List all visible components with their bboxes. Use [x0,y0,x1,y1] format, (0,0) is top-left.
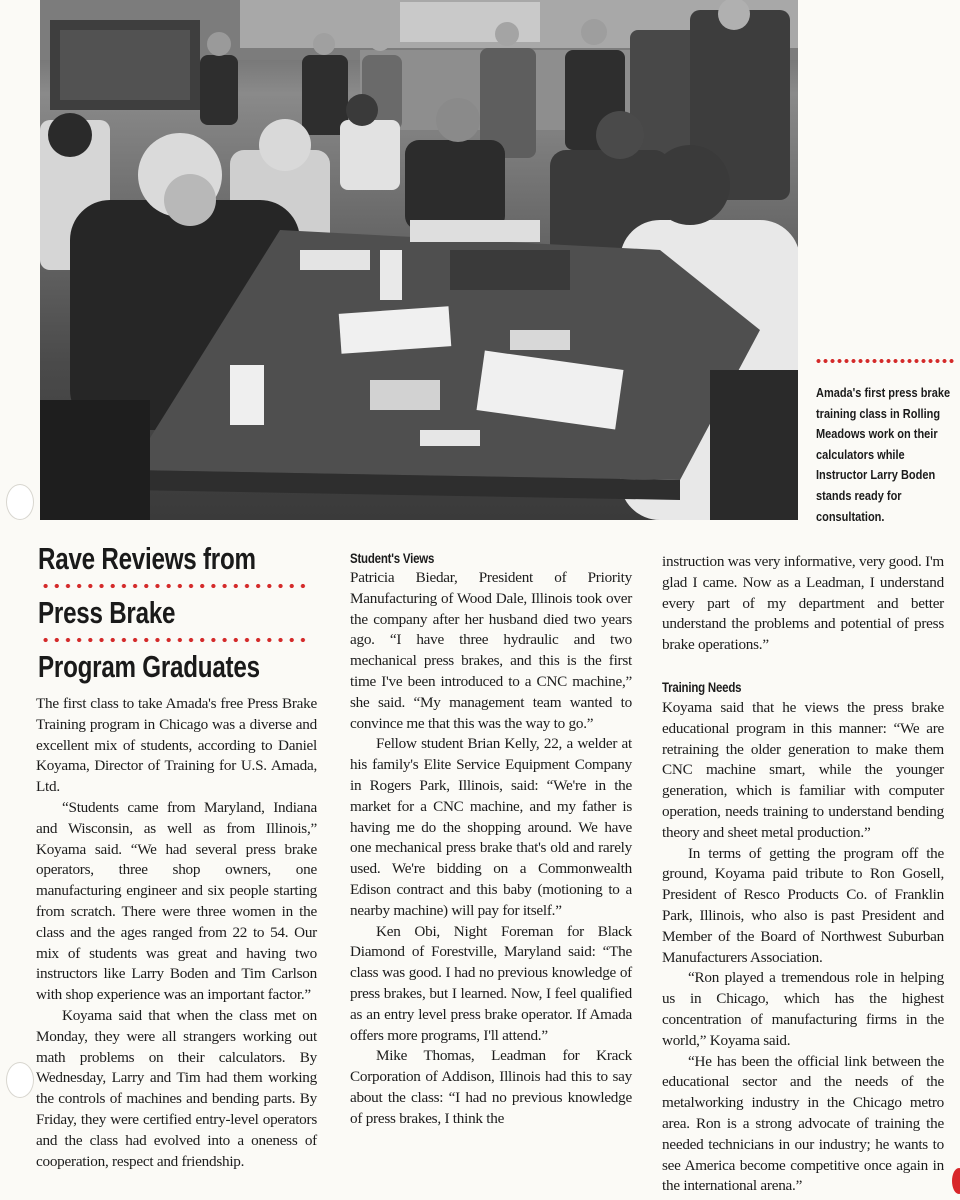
photo-caption: Amada's first press brake training class in Rolling Meadows work on their calculators while Instructor Larry Boden stands ready for consultation. [816,386,951,524]
article-column-2 [350,551,632,1130]
headline-line-2: Press Brake [38,595,176,630]
section-heading-students-views: Student's Views [350,551,435,566]
paragraph: “Students came from Maryland, Indiana and Wisconsin, as well as from Illinois,” Koyama said. “We had several press brake operators, three shop owners, one manufacturing engineer and six people starting from scratch. There were three women in the class and the ages ranged from 22 to 54. Our mix of students was great and having two instructors like Larry Boden and Tim Carlson with shop experience was an important factor.” [36,798,317,1004]
caption-dotted-rule [815,358,955,364]
headline-line-1: Rave Reviews from [38,541,256,576]
page-edge-red-mark [952,1168,960,1194]
training-class-photo [40,0,798,520]
paragraph: Fellow student Brian Kelly, 22, a welder at his family's Elite Service Equipment Company in Rogers Park, Illinois, said: “We're in the market for a CNC machine, and my father is having me do the shopping around. We have one mechanical press brake that's old and rarely used. We're bidding on a Commonwealth Edison contract and this baby (motioning to a nearby machine) will pay for itself.” [350,735,632,919]
article-headline [38,540,310,686]
photo-illustration [40,0,798,520]
paragraph: The first class to take Amada's free Press Brake Training program in Chicago was a diverse and excellent mix of students, according to Daniel Koyama, Director of Training for U.S. Amada, Ltd. [36,695,317,796]
article-column-1 [36,694,317,1172]
paragraph: “He has been the official link between the educational sector and the needs of the metalworking industry in the Chicago metro area. Ron is a strong advocate of training the needed technicians in our industry; he wants to see America become competitive once again in the international arena.” [662,1052,944,1195]
paragraph: instruction was very informative, very good. I'm glad I came. Now as a Leadman, I understand every part of my department and better understand the problems and potential of press brake operations.” [662,553,944,654]
paragraph: “Ron played a tremendous role in helping us in Chicago, which has the highest concentration of manufacturing firms in the world,” Koyama said. [662,969,944,1049]
paragraph: Koyama said that he views the press brake educational program in this manner: “We are retraining the older generation to make them CNC machine smart, while the younger generation, which is familiar with computer operation, needs training to understand bending theory and sheet metal production.” [662,698,944,841]
paragraph: Ken Obi, Night Foreman for Black Diamond of Forestville, Maryland said: “The class was good. I had no previous knowledge of press brakes, but I learned. Now, I feel qualified as an entry level press brake operator. If Amada offers more programs, I'll attend.” [350,922,632,1044]
headline-dotted-rule [40,581,308,591]
binder-hole [6,1062,34,1098]
section-heading-training-needs: Training Needs [662,679,742,695]
paragraph: Koyama said that when the class met on Monday, they were all strangers working out math problems on their calculators. By Wednesday, Larry and Tim had them working the controls of machines and bending parts. By Friday, they were certified entry-level operators and the class had evolved into a oneness of cooperation, respect and friendship. [36,1006,317,1170]
paragraph: In terms of getting the program off the ground, Koyama paid tribute to Ron Gosell, President of Resco Products Co. of Franklin Park, Illinois, who also is past President and Member of the Board of Northwest Suburban Manufacturers Association. [662,844,944,966]
paragraph: Patricia Biedar, President of Priority Manufacturing of Wood Dale, Illinois took over the company after her husband died two years ago. “I have three hydraulic and two mechanical press brakes, and this is the first time I've been introduced to a CNC machine,” she said. “My management team wanted to convince me that this was the way to go.” [350,569,632,732]
paragraph: Mike Thomas, Leadman for Krack Corporation of Addison, Illinois had this to say about the class: “I had no previous knowledge of press brakes, I think the [350,1047,632,1127]
headline-line-3: Program Graduates [38,649,260,684]
headline-dotted-rule [40,635,308,645]
binder-hole [6,484,34,520]
article-column-3 [662,552,944,1197]
